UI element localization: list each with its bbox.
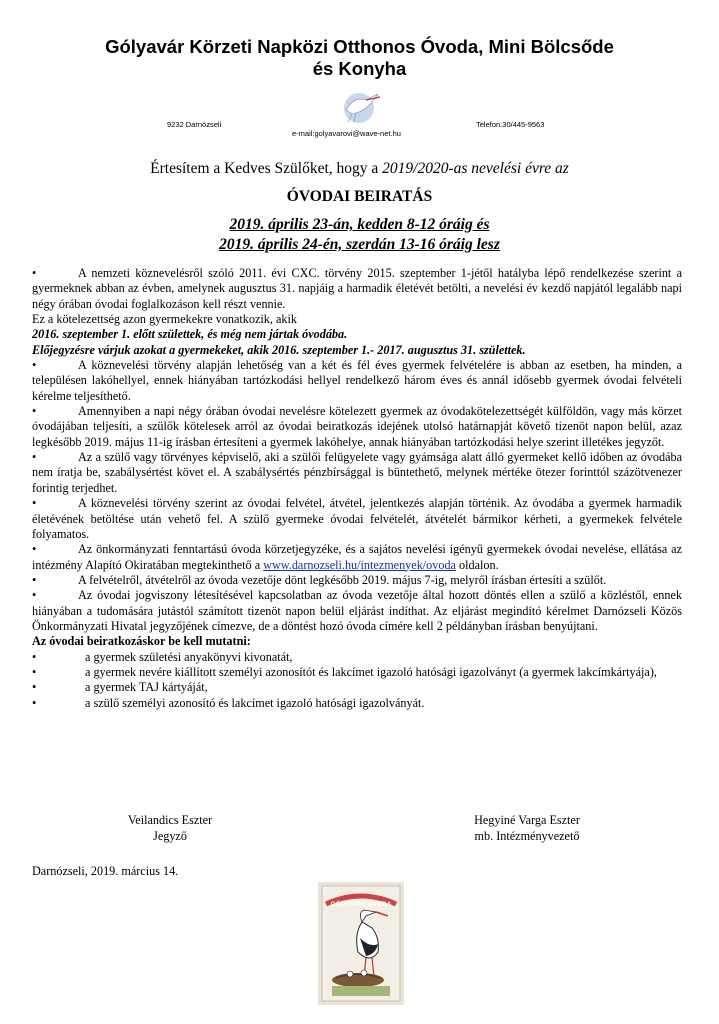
signature-left xyxy=(110,812,230,844)
paragraph-1c: 2016. szeptember 1. előtt születtek, és még nem jártak óvodába. xyxy=(32,327,348,342)
paragraph-5 xyxy=(32,496,682,542)
intro-year: 2019/2020-as nevelési évre az xyxy=(382,160,569,177)
document-item: • a gyermek nevére kiállított személyi azonosítót és lakcímet igazoló hatósági igazolványt (a gyermek lakcímkártyája), xyxy=(32,664,657,679)
bullet-icon: • xyxy=(32,266,37,280)
kindergarten-website-link[interactable]: www.darnozseli.hu/intezmenyek/ovoda xyxy=(263,557,456,572)
paragraph-2 xyxy=(32,358,682,404)
intro-line xyxy=(40,159,679,179)
stork-logo xyxy=(334,86,384,126)
paragraph-4-text: Az a szülő vagy törvényes képviselő, aki a szülői felügyelete vagy gyámsága alatt álló gyermeket kellő időben az óvodába nem íratja be, szabálysértést követ el. A szabálysértés pénzbírsággal is büntethető, melynek mértéke ötezer forinttól százötvenezer forintig terjedhet. xyxy=(32,450,682,495)
document-item: • a gyermek TAJ kártyáját, xyxy=(32,680,208,695)
bullet-icon: • xyxy=(32,588,37,603)
paragraph-7 xyxy=(32,573,682,588)
place-date: Darnózseli, 2019. március 14. xyxy=(32,864,179,878)
paragraph-6 xyxy=(32,542,682,573)
signature-right xyxy=(452,812,602,844)
bullet-icon: • xyxy=(32,664,37,679)
document-item: • a szülő személyi azonosító és lakcímet igazoló hatósági igazolványát. xyxy=(32,695,425,710)
paragraph-1 xyxy=(32,266,682,312)
documents-list xyxy=(32,650,682,711)
intro-prefix: Értesítem a Kedves Szülőket, hogy a xyxy=(150,160,383,177)
email-text: e-mail:golyavarovi@wave-net.hu xyxy=(292,129,401,138)
document-item: • a gyermek születési anyakönyvi kivonatát, xyxy=(32,649,293,664)
bullet-icon: • xyxy=(32,542,37,557)
bullet-icon: • xyxy=(32,450,37,465)
notice-body xyxy=(32,266,682,711)
date-line-2: 2019. április 24-én, szerdán 13-16 óráig lesz xyxy=(219,236,500,253)
kindergarten-poster-image xyxy=(318,882,404,1005)
bullet-icon: • xyxy=(32,572,37,587)
bullet-icon: • xyxy=(32,404,37,419)
date-line-1: 2019. április 23-án, kedden 8-12 óráig és xyxy=(229,216,490,233)
bullet-icon: • xyxy=(32,695,37,710)
address-text: 9232 Darnózseli xyxy=(167,120,222,129)
bullet-icon: • xyxy=(32,496,37,511)
paragraph-2-text: A köznevelési törvény alapján lehetőség van a két és fél éves gyermek felvételére is abban az esetben, ha minden, a településen lakóhellyel, ennek hiányában tartózkodási hellyel rendelkező három éves és annál idősebb gyermek óvodai felvételi kérelme teljesíthető. xyxy=(32,358,682,403)
paragraph-6-tail: oldalon. xyxy=(455,557,499,572)
paragraph-6-text: Az önkormányzati fenntartású óvoda körzetjegyzéke, és a sajátos nevelési igényű gyermekek óvodai nevelése, ellátása az intézmény Alapító Okiratában megtekinthető a xyxy=(32,542,682,572)
paragraph-1-text: A nemzeti köznevelésről szóló 2011. évi CXC. törvény 2015. szeptember 1-jétől hatályba lépő rendelkezése szerint a gyermeknek abban az évben, amelynek augusztus 31. napjáig a harmadik életévét betölti, a nevelési év kezdő napjától legalább napi négy órában óvodai foglalkozáson kell részt vennie. xyxy=(32,266,682,311)
left-signer-role: Jegyző xyxy=(153,829,187,843)
bullet-icon: • xyxy=(32,358,37,373)
phone-text: Telefon:30/445-9563 xyxy=(476,120,545,129)
paragraph-7-text: A felvételről, átvételről az óvoda vezetője dönt legkésőbb 2019. május 7-ig, melyről írásban értesíti a szülőt. xyxy=(78,572,607,587)
institution-title-line1: Gólyavár Körzeti Napközi Otthonos Óvoda, Mini Bölcsőde xyxy=(105,36,614,57)
poster-title: GÓLYAVÁR ÓVODA xyxy=(330,901,392,908)
paragraph-4 xyxy=(32,450,682,496)
paragraph-3-text: Amennyiben a napi négy órában óvodai nevelésre kötelezett gyermek az óvodakötelezettségét külföldön, vagy más körzet óvodájában teljesíti, a szülők kötelesek arról az óvodai beiratkozás idejének utolsó határnapját követő tizenöt napon belül, azaz legkésőbb 2019. május 11-ig írásban értesíteni a gyermek lakóhelye, annak hiányában tartózkodási helye szerint illetékes jegyzőt. xyxy=(32,404,682,449)
paragraph-1b: Ez a kötelezettség azon gyermekekre vonatkozik, akik xyxy=(32,312,297,327)
paragraph-3 xyxy=(32,404,682,450)
institution-title-line2: és Konyha xyxy=(312,58,407,79)
paragraph-8-text: Az óvodai jogviszony létesítésével kapcsolatban az óvoda vezetője által hozott döntés ellen a szülő a közléstől, ennek hiányában a tudomására jutástól számított tizenöt napon belül eljárást indíthat. Az eljárást megindító kérelmet Darnózseli Közös Önkormányzati Hivatal jegyzőjének címezve, de a döntést hozó óvoda címére kell 2 példányban írásban benyújtani. xyxy=(32,588,682,633)
right-signer-name: Hegyiné Varga Eszter xyxy=(474,813,580,827)
documents-heading: Az óvodai beiratkozáskor be kell mutatni: xyxy=(32,634,251,649)
right-signer-role: mb. Intézményvezető xyxy=(474,829,580,843)
enrollment-dates xyxy=(40,215,679,255)
paragraph-1d: Előjegyzésre várjuk azokat a gyermekeket, akik 2016. szeptember 1.- 2017. augusztus 31. születtek. xyxy=(32,342,526,357)
institution-title xyxy=(40,36,679,80)
paragraph-5-text: A köznevelési törvény szerint az óvodai felvétel, átvétel, jelentkezés alapján történik. Az óvodába a gyermek harmadik életévének betöltése után vehető fel. A szülő gyermeke óvodai felvételét, átvételét bármikor kérheti, a gyermekek felvétele folyamatos. xyxy=(32,496,682,541)
paragraph-8 xyxy=(32,588,682,634)
left-signer-name: Veilandics Eszter xyxy=(127,813,213,827)
bullet-icon: • xyxy=(32,680,37,695)
bullet-icon: • xyxy=(32,649,37,664)
main-title: ÓVODAI BEIRATÁS xyxy=(286,188,433,205)
